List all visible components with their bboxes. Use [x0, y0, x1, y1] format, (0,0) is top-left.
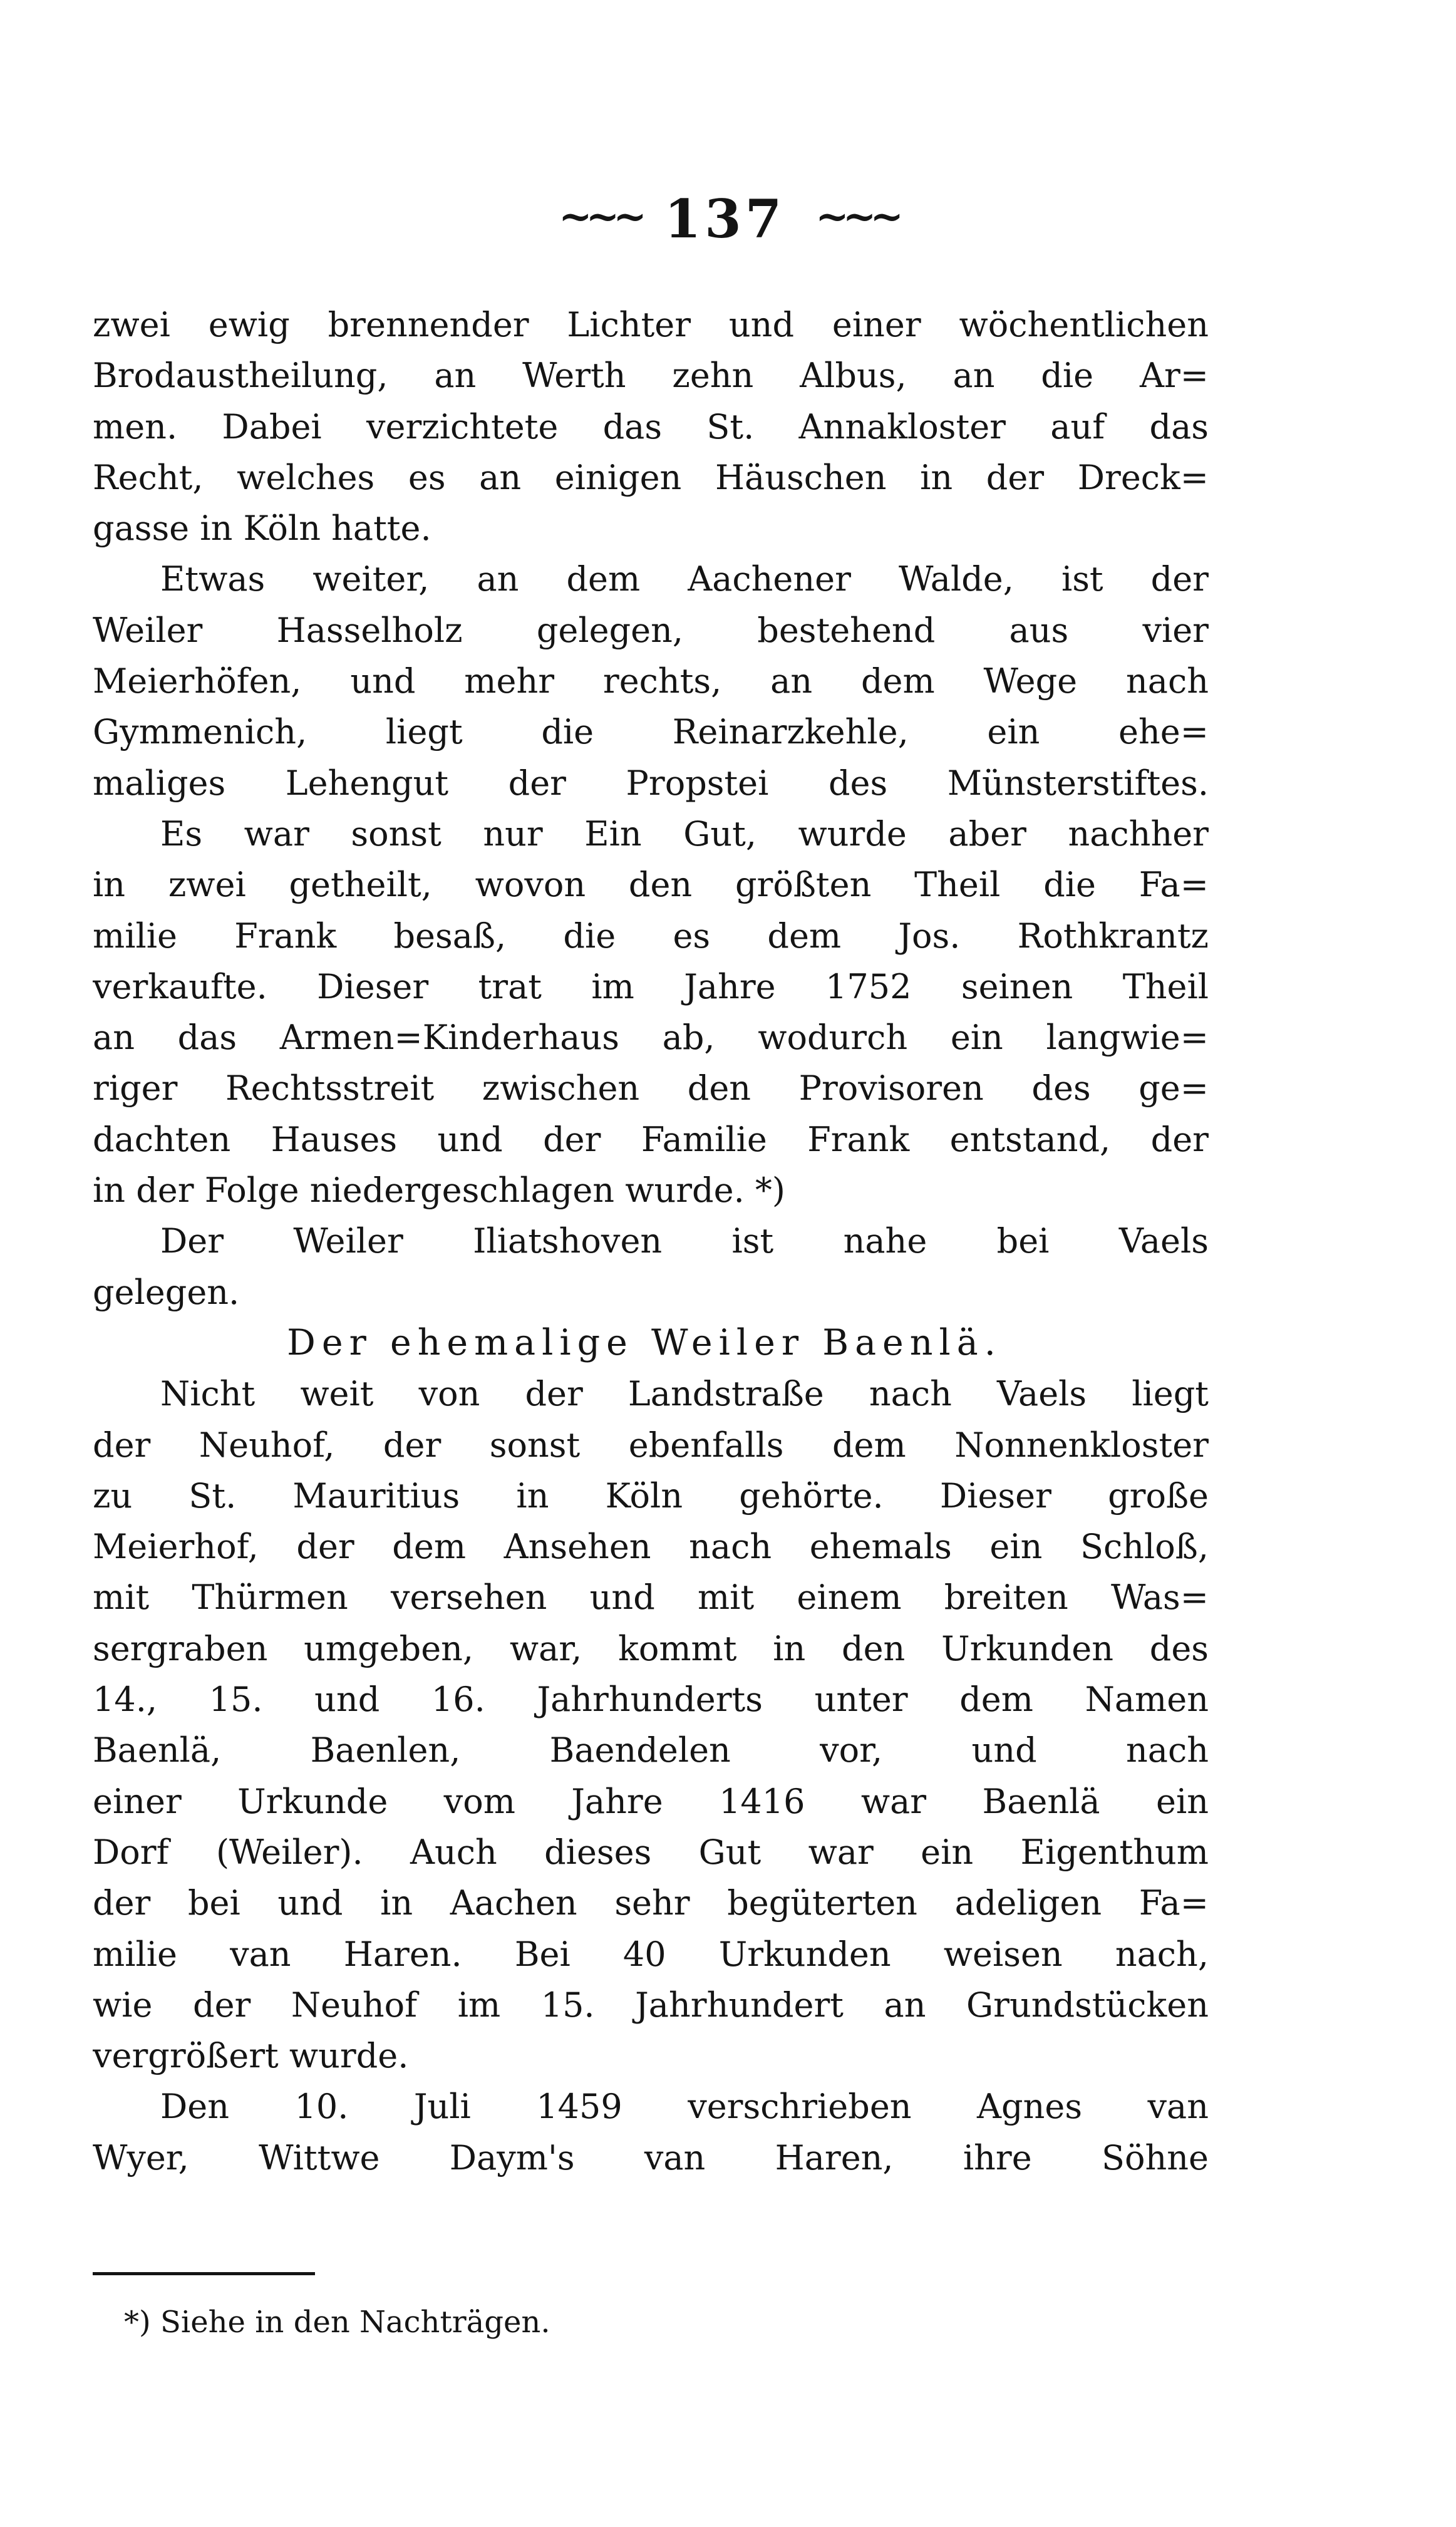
text-line: Weiler Hasselholz gelegen, bestehend aus vier — [93, 610, 1209, 650]
text-line: milie Frank besaß, die es dem Jos. Rothkrantz — [93, 916, 1209, 956]
page-header — [0, 188, 1456, 250]
text-line: der Neuhof, der sonst ebenfalls dem Nonnenkloster — [93, 1425, 1209, 1465]
text-line: Gymmenich, liegt die Reinarzkehle, ein ehe= — [93, 712, 1209, 752]
body-text — [93, 299, 1209, 2183]
text-line: zwei ewig brennender Lichter und einer wöchentlichen — [93, 305, 1209, 344]
text-line: sergraben umgeben, war, kommt in den Urkunden des — [93, 1628, 1209, 1668]
section-heading: Der ehemalige Weiler Baenlä. — [287, 1321, 1002, 1363]
text-line: in der Folge niedergeschlagen wurde. *) — [93, 1170, 785, 1211]
text-line: gasse in Köln hatte. — [93, 509, 431, 549]
text-line: riger Rechtsstreit zwischen den Provisoren des ge= — [93, 1068, 1209, 1108]
footnote-rule — [93, 2272, 315, 2275]
text-line: Dorf (Weiler). Auch dieses Gut war ein Eigenthum — [93, 1832, 1209, 1872]
text-line: Recht, welches es an einigen Häuschen in der Dreck= — [93, 457, 1209, 497]
text-line: Meierhof, der dem Ansehen nach ehemals ein Schloß, — [93, 1527, 1209, 1567]
text-line: an das Armen=Kinderhaus ab, wodurch ein langwie= — [93, 1018, 1209, 1058]
text-line: wie der Neuhof im 15. Jahrhundert an Grundstücken — [93, 1985, 1209, 2025]
ornament-right: ~~~ — [815, 193, 898, 240]
paragraph-start-line: Der Weiler Iliatshoven ist nahe bei Vaels — [160, 1221, 1209, 1261]
text-line: zu St. Mauritius in Köln gehörte. Dieser große — [93, 1475, 1209, 1516]
paragraph-start-line: Etwas weiter, an dem Aachener Walde, ist der — [160, 559, 1209, 599]
text-line: verkaufte. Dieser trat im Jahre 1752 seinen Theil — [93, 966, 1209, 1006]
text-line: Brodaustheilung, an Werth zehn Albus, an die Ar= — [93, 356, 1209, 396]
text-line: vergrößert wurde. — [93, 2036, 409, 2076]
text-line: 14., 15. und 16. Jahrhunderts unter dem Namen — [93, 1680, 1209, 1720]
text-line: der bei und in Aachen sehr begüterten adeligen Fa= — [93, 1883, 1209, 1923]
text-line: mit Thürmen versehen und mit einem breiten Was= — [93, 1578, 1209, 1618]
footnote: *) Siehe in den Nachträgen. — [124, 2305, 550, 2340]
paragraph-start-line: Den 10. Juli 1459 verschrieben Agnes van — [160, 2087, 1209, 2127]
text-line: milie van Haren. Bei 40 Urkunden weisen nach, — [93, 1934, 1209, 1974]
text-line: Baenlä, Baenlen, Baendelen vor, und nach — [93, 1730, 1209, 1770]
text-line: dachten Hauses und der Familie Frank entstand, der — [93, 1119, 1209, 1159]
text-line: Wyer, Wittwe Daym's van Haren, ihre Söhne — [93, 2137, 1209, 2178]
text-line: in zwei getheilt, wovon den größten Theil die Fa= — [93, 865, 1209, 905]
paragraph-start-line: Es war sonst nur Ein Gut, wurde aber nachher — [160, 814, 1209, 854]
page-number: 137 — [664, 188, 786, 250]
text-line: men. Dabei verzichtete das St. Annakloster auf das — [93, 406, 1209, 447]
text-line: Meierhöfen, und mehr rechts, an dem Wege nach — [93, 661, 1209, 701]
text-line: maliges Lehengut der Propstei des Münsterstiftes. — [93, 763, 1209, 803]
ornament-left: ~~~ — [558, 193, 641, 240]
text-line: gelegen. — [93, 1272, 240, 1312]
paragraph-start-line: Nicht weit von der Landstraße nach Vaels liegt — [160, 1374, 1209, 1414]
text-line: einer Urkunde vom Jahre 1416 war Baenlä ein — [93, 1781, 1209, 1821]
